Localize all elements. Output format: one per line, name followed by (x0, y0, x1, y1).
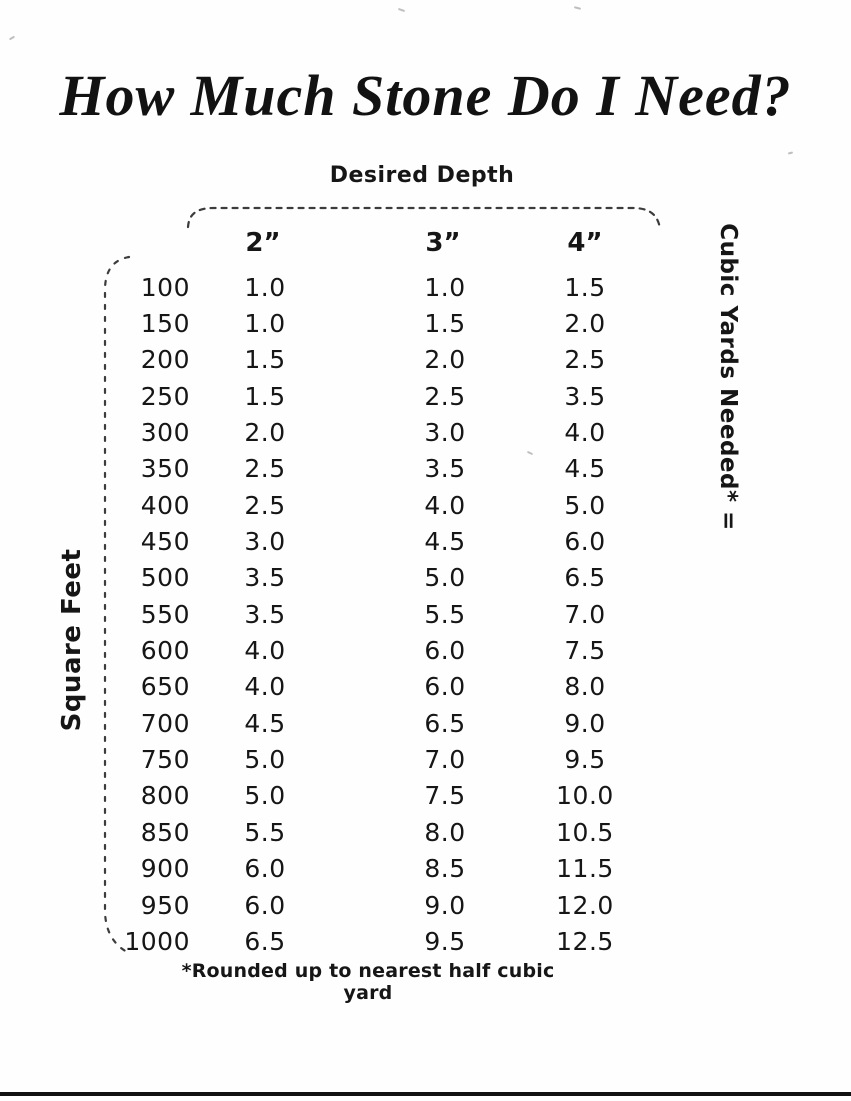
cubic-yards-4in: 12.5 (556, 926, 614, 956)
cubic-yards-2in: 2.0 (244, 418, 286, 448)
table-row (105, 778, 665, 814)
cubic-yards-3in: 7.5 (424, 781, 466, 811)
cubic-yards-4in: 6.0 (564, 527, 606, 557)
scan-artifact (398, 8, 405, 12)
cubic-yards-3in: 2.0 (424, 345, 466, 375)
cubic-yards-4in: 2.5 (564, 345, 606, 375)
cubic-yards-2in: 3.5 (244, 563, 286, 593)
cubic-yards-3in: 8.0 (424, 817, 466, 847)
cubic-yards-axis-label: Cubic Yards Needed* = (715, 223, 741, 531)
cubic-yards-4in: 6.5 (564, 563, 606, 593)
table-row (105, 451, 665, 487)
square-feet-value: 800 (140, 781, 190, 811)
cubic-yards-3in: 7.0 (424, 745, 466, 775)
cubic-yards-3in: 3.0 (424, 418, 466, 448)
cubic-yards-2in: 2.5 (244, 454, 286, 484)
square-feet-value: 700 (140, 708, 190, 738)
bottom-rule (0, 1092, 851, 1096)
cubic-yards-4in: 4.5 (564, 454, 606, 484)
table-row (105, 523, 665, 559)
cubic-yards-3in: 6.0 (424, 672, 466, 702)
cubic-yards-2in: 1.0 (244, 309, 286, 339)
cubic-yards-3in: 9.5 (424, 926, 466, 956)
table-row (105, 596, 665, 632)
cubic-yards-3in: 5.0 (424, 563, 466, 593)
square-feet-value: 350 (140, 454, 190, 484)
square-feet-value: 750 (140, 745, 190, 775)
cubic-yards-4in: 8.0 (564, 672, 606, 702)
scan-artifact (788, 151, 793, 154)
cubic-yards-3in: 4.5 (424, 527, 466, 557)
cubic-yards-2in: 4.0 (244, 636, 286, 666)
cubic-yards-2in: 6.5 (244, 926, 286, 956)
table-row (105, 378, 665, 414)
scan-artifact (9, 36, 15, 41)
square-feet-axis-label: Square Feet (57, 548, 87, 732)
desired-depth-label: Desired Depth (329, 163, 515, 188)
table-row (105, 669, 665, 705)
cubic-yards-3in: 8.5 (424, 854, 466, 884)
cubic-yards-4in: 7.0 (564, 599, 606, 629)
column-header-4in: 4” (567, 228, 603, 258)
stone-table (105, 269, 665, 960)
cubic-yards-2in: 2.5 (244, 490, 286, 520)
table-row (105, 851, 665, 887)
square-feet-value: 550 (140, 599, 190, 629)
square-feet-value: 650 (140, 672, 190, 702)
column-header-2in: 2” (245, 228, 281, 258)
cubic-yards-4in: 10.5 (556, 817, 614, 847)
square-feet-value: 850 (140, 817, 190, 847)
cubic-yards-3in: 6.5 (424, 708, 466, 738)
cubic-yards-3in: 3.5 (424, 454, 466, 484)
cubic-yards-3in: 1.0 (424, 272, 466, 302)
cubic-yards-4in: 3.5 (564, 381, 606, 411)
cubic-yards-4in: 9.5 (564, 745, 606, 775)
table-row (105, 814, 665, 850)
cubic-yards-2in: 4.0 (244, 672, 286, 702)
square-feet-value: 900 (140, 854, 190, 884)
table-row (105, 414, 665, 450)
square-feet-value: 600 (140, 636, 190, 666)
cubic-yards-2in: 1.5 (244, 381, 286, 411)
cubic-yards-4in: 10.0 (556, 781, 614, 811)
table-row (105, 632, 665, 668)
table-row (105, 560, 665, 596)
table-row (105, 305, 665, 341)
footnote: *Rounded up to nearest half cubic yard (181, 960, 555, 1004)
scan-artifact (574, 6, 581, 10)
square-feet-value: 450 (140, 527, 190, 557)
square-feet-value: 150 (140, 309, 190, 339)
square-feet-value: 400 (140, 490, 190, 520)
square-feet-value: 250 (140, 381, 190, 411)
table-row (105, 269, 665, 305)
table-row (105, 705, 665, 741)
cubic-yards-4in: 4.0 (564, 418, 606, 448)
cubic-yards-4in: 12.0 (556, 890, 614, 920)
page-title: How Much Stone Do I Need? (59, 63, 792, 128)
cubic-yards-2in: 1.0 (244, 272, 286, 302)
column-header-3in: 3” (425, 228, 461, 258)
cubic-yards-3in: 5.5 (424, 599, 466, 629)
cubic-yards-3in: 4.0 (424, 490, 466, 520)
cubic-yards-3in: 6.0 (424, 636, 466, 666)
cubic-yards-3in: 1.5 (424, 309, 466, 339)
cubic-yards-4in: 1.5 (564, 272, 606, 302)
cubic-yards-2in: 5.5 (244, 817, 286, 847)
cubic-yards-2in: 3.0 (244, 527, 286, 557)
cubic-yards-3in: 2.5 (424, 381, 466, 411)
table-row (105, 887, 665, 923)
cubic-yards-2in: 1.5 (244, 345, 286, 375)
cubic-yards-2in: 4.5 (244, 708, 286, 738)
cubic-yards-4in: 11.5 (556, 854, 614, 884)
cubic-yards-4in: 2.0 (564, 309, 606, 339)
cubic-yards-2in: 6.0 (244, 854, 286, 884)
cubic-yards-2in: 5.0 (244, 781, 286, 811)
cubic-yards-2in: 5.0 (244, 745, 286, 775)
square-feet-value: 100 (140, 272, 190, 302)
table-row (105, 741, 665, 777)
cubic-yards-2in: 6.0 (244, 890, 286, 920)
cubic-yards-4in: 5.0 (564, 490, 606, 520)
cubic-yards-4in: 7.5 (564, 636, 606, 666)
table-row (105, 923, 665, 959)
square-feet-value: 300 (140, 418, 190, 448)
square-feet-value: 200 (140, 345, 190, 375)
table-row (105, 342, 665, 378)
square-feet-value: 1000 (124, 926, 190, 956)
square-feet-value: 500 (140, 563, 190, 593)
cubic-yards-3in: 9.0 (424, 890, 466, 920)
square-feet-value: 950 (140, 890, 190, 920)
table-row (105, 487, 665, 523)
cubic-yards-2in: 3.5 (244, 599, 286, 629)
cubic-yards-4in: 9.0 (564, 708, 606, 738)
